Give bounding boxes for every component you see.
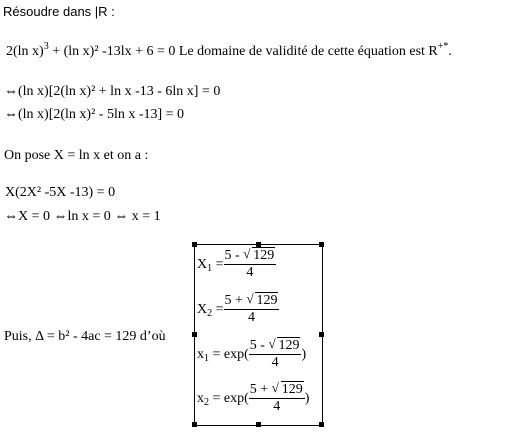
resize-handle-top-right[interactable] <box>319 242 324 247</box>
substitution-line: On pose X = ln x et on a : <box>4 148 149 163</box>
X1-fraction: 5 - √ 129 4 <box>224 246 275 280</box>
domain-superscript: +* <box>437 41 449 52</box>
sqrt-icon: √ <box>268 336 276 351</box>
step-2: ⇔(ln x)[2(ln x)² - 5ln x -13] = 0 <box>4 107 185 122</box>
sqrt-icon: √ <box>243 246 251 261</box>
title: Résoudre dans |R : <box>3 4 115 19</box>
resize-handle-bottom[interactable] <box>256 422 261 427</box>
x1-fraction: 5 - √ 129 4 <box>249 336 300 370</box>
equation-line <box>6 41 452 60</box>
x2-fraction: 5 + √ 129 4 <box>249 380 303 414</box>
step-1: ⇔(ln x)[2(ln x)² + ln x -13 - 6ln x] = 0 <box>4 84 221 99</box>
polynomial-line: X(2X² -5X -13) = 0 <box>5 185 116 200</box>
resize-handle-left[interactable] <box>192 332 197 337</box>
X2-formula: $X_2$ = 5 + √ 129 4 <box>197 291 278 325</box>
x2-formula: $x_2 = \exp$( 5 + √ 129 4 ) <box>197 380 310 414</box>
resize-handle-bottom-right[interactable] <box>319 422 324 427</box>
equation-rest: + (ln x)² -13lx + 6 = 0 Le domaine de validité de cette équation est R <box>48 44 438 59</box>
equation-exponent: 3 <box>43 41 49 52</box>
equation-object[interactable] <box>194 244 323 426</box>
resize-handle-bottom-left[interactable] <box>192 422 197 427</box>
X2-fraction: 5 + √ 129 4 <box>224 291 278 325</box>
equation-end: . <box>448 44 452 59</box>
X1-formula: $X_1$ = 5 - √ 129 4 <box>197 246 275 280</box>
x1-formula: $x_1 = \exp$( 5 - √ 129 4 ) <box>197 336 307 370</box>
first-solution-line: ⇔X = 0 ⇔ln x = 0 ⇔ x = 1 <box>4 209 161 224</box>
resize-handle-top-left[interactable] <box>192 242 197 247</box>
sqrt-icon: √ <box>271 380 279 395</box>
equation-main: 2(ln x) <box>6 44 44 59</box>
discriminant-line: Puis, Δ = b² - 4ac = 129 d’où <box>4 329 166 344</box>
resize-handle-right[interactable] <box>319 332 324 337</box>
sqrt-icon: √ <box>246 291 254 306</box>
